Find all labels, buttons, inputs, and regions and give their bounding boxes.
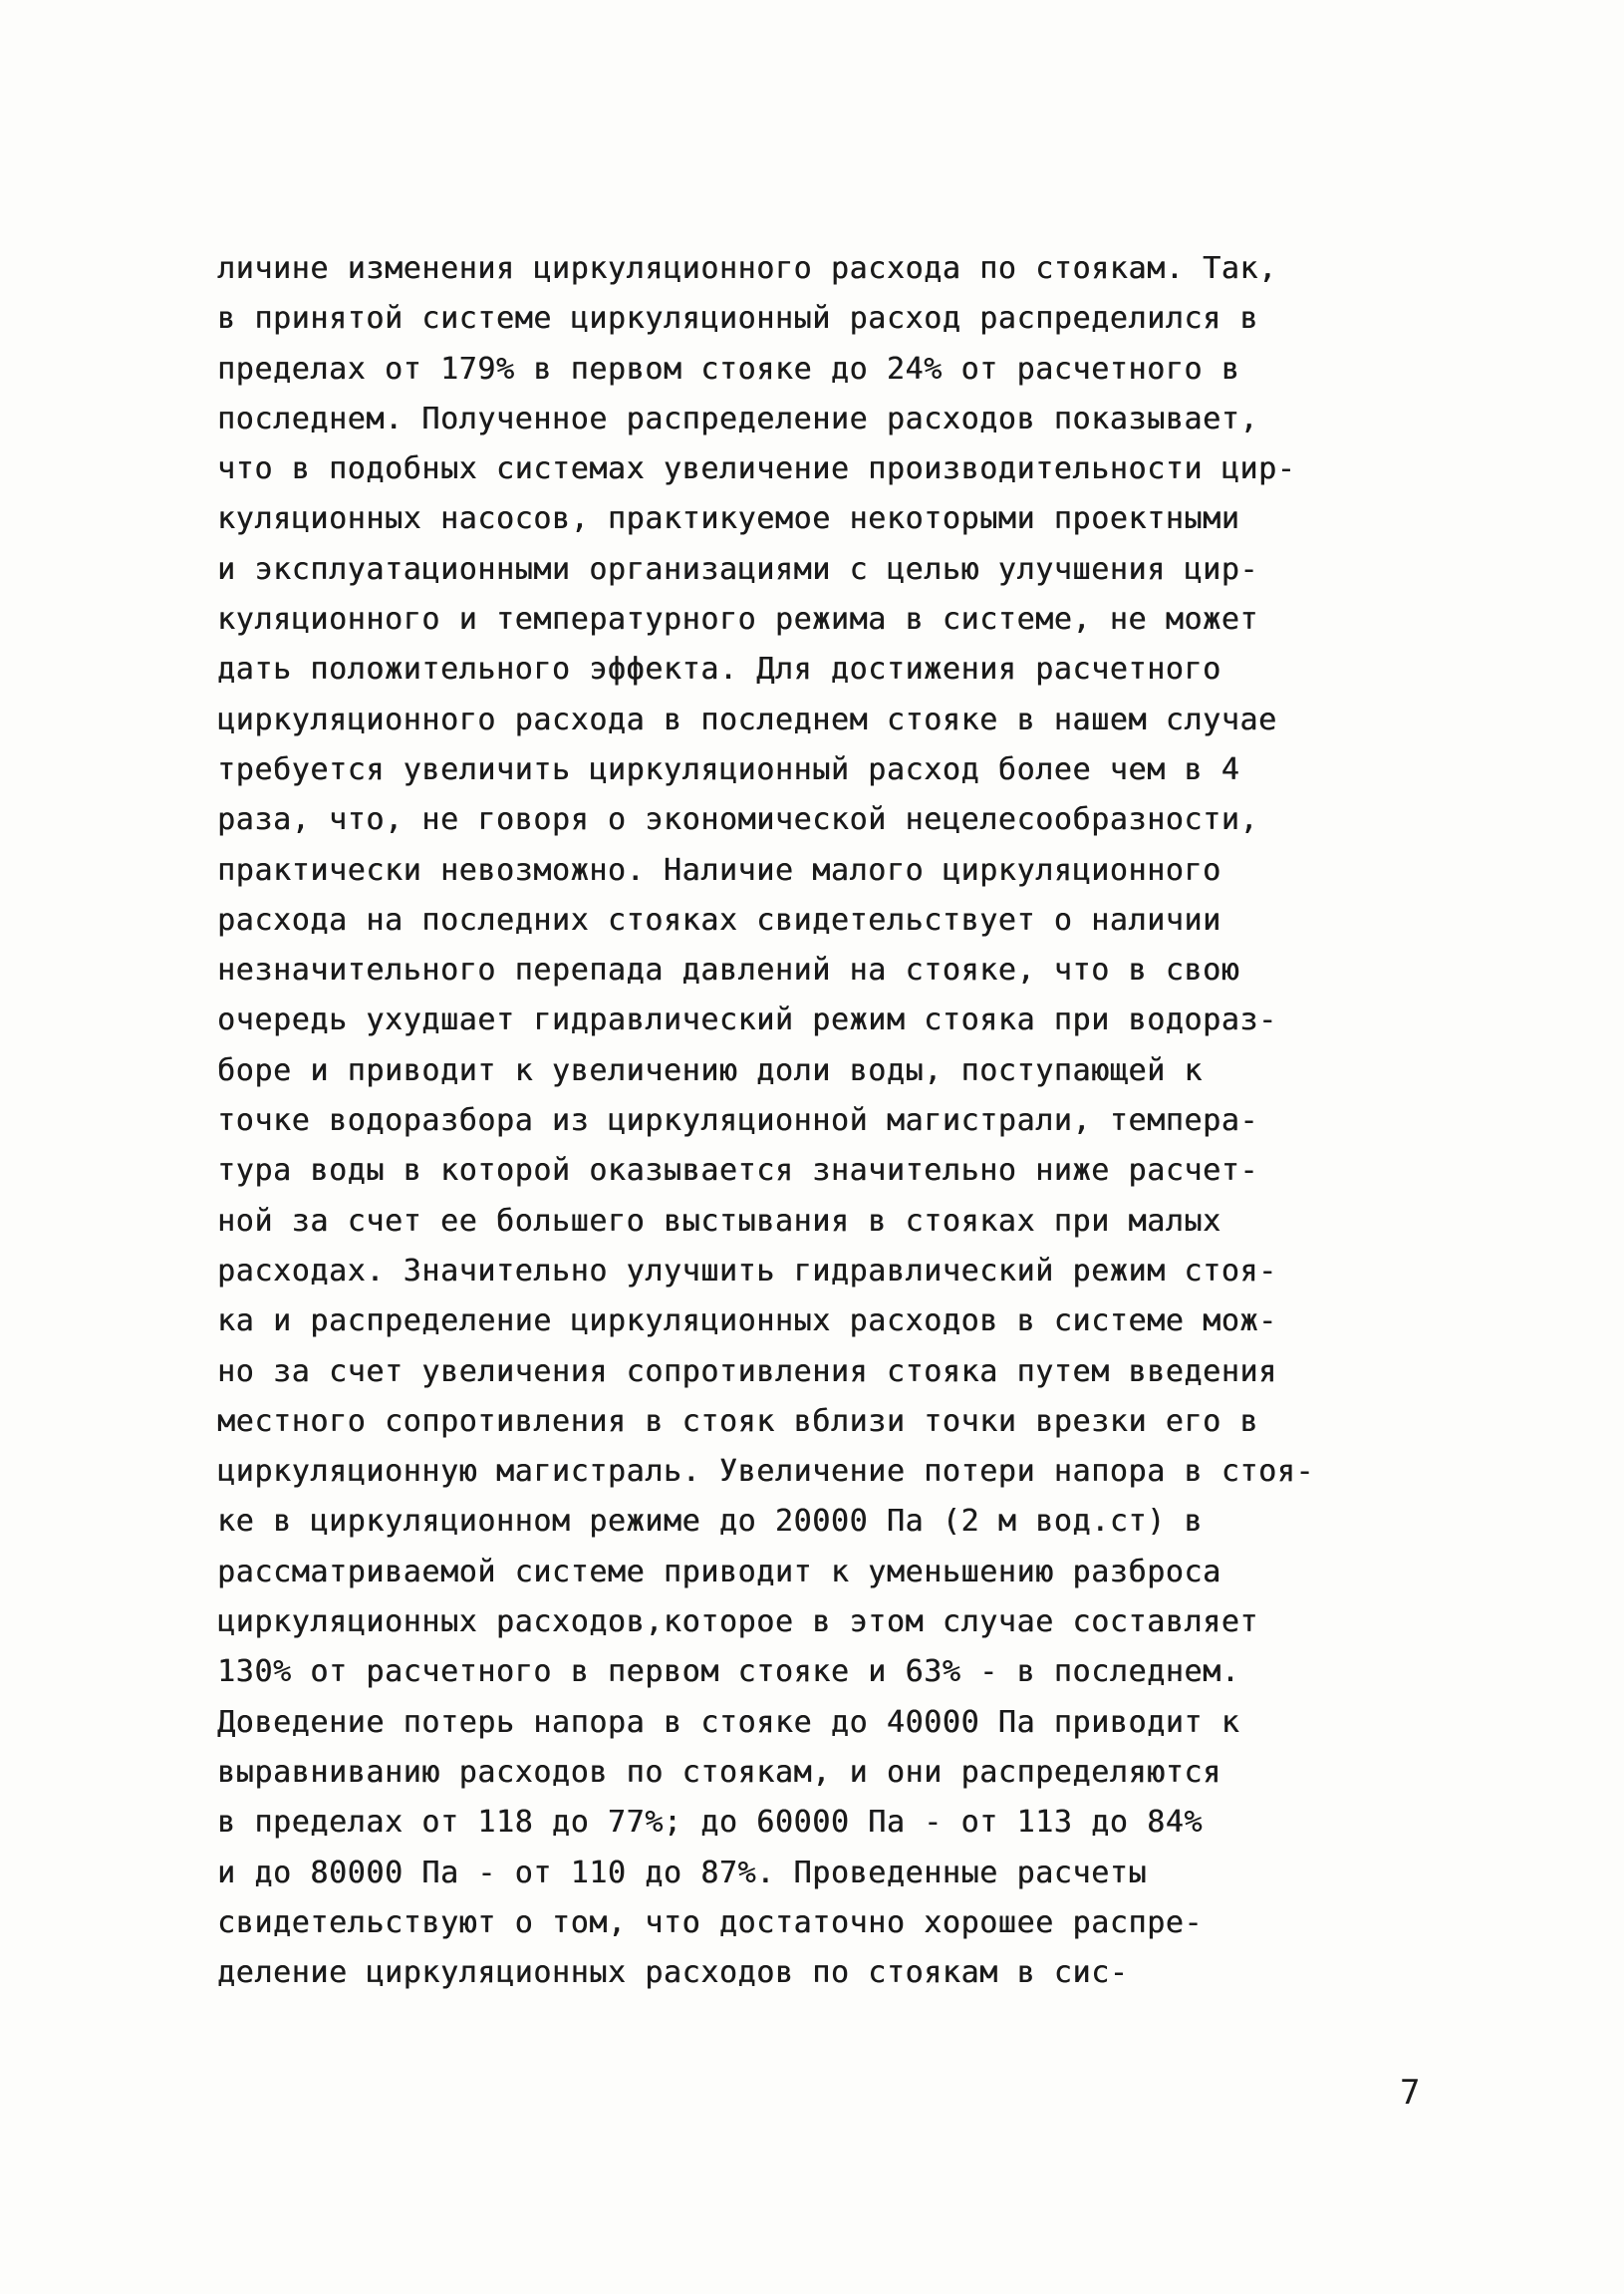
text-line: 130% от расчетного в первом стояке и 63% - в последнем.: [217, 1654, 1240, 1690]
text-line: практически невозможно. Наличие малого циркуляционного: [217, 852, 1221, 888]
text-line: в принятой системе циркуляционный расход распределился в: [217, 301, 1259, 337]
text-line: последнем. Полученное распределение расходов показывает,: [217, 401, 1259, 436]
text-line: циркуляционных расходов,которое в этом случае составляет: [217, 1604, 1259, 1640]
text-line: циркуляционного расхода в последнем стояке в нашем случае: [217, 702, 1277, 737]
text-line: куляционного и температурного режима в системе, не может: [217, 602, 1259, 638]
text-line: что в подобных системах увеличение производительности цир-: [217, 451, 1296, 487]
text-line: расхода на последних стояках свидетельствует о наличии: [217, 902, 1221, 938]
text-line: ке в циркуляционном режиме до 20000 Па (2 м вод.ст) в: [217, 1504, 1204, 1540]
text-line: боре и приводит к увеличению доли воды, поступающей к: [217, 1052, 1204, 1088]
text-line: пределах от 179% в первом стояке до 24% от расчетного в: [217, 351, 1240, 387]
text-line: очередь ухудшает гидравлический режим стояка при водораз-: [217, 1003, 1277, 1038]
page-number: 7: [1400, 2073, 1421, 2113]
text-line: деление циркуляционных расходов по стоякам в сис-: [217, 1955, 1129, 1991]
text-line: местного сопротивления в стояк вблизи точки врезки его в: [217, 1403, 1259, 1439]
body-text: [217, 244, 1453, 1998]
text-line: личине изменения циркуляционного расхода по стоякам. Так,: [217, 251, 1277, 286]
text-line: точке водоразбора из циркуляционной магистрали, темпера-: [217, 1103, 1259, 1139]
text-line: Доведение потерь напора в стояке до 40000 Па приводит к: [217, 1704, 1240, 1740]
text-line: и эксплуатационными организациями с целью улучшения цир-: [217, 551, 1259, 587]
text-line: требуется увеличить циркуляционный расход более чем в 4: [217, 751, 1240, 787]
text-line: раза, что, не говоря о экономической нецелесообразности,: [217, 802, 1259, 838]
text-line: тура воды в которой оказывается значительно ниже расчет-: [217, 1153, 1259, 1189]
text-line: дать положительного эффекта. Для достижения расчетного: [217, 652, 1221, 688]
text-line: свидетельствуют о том, что достаточно хорошее распре-: [217, 1904, 1204, 1940]
text-line: куляционных насосов, практикуемое некоторыми проектными: [217, 501, 1240, 537]
text-line: рассматриваемой системе приводит к уменьшению разброса: [217, 1554, 1221, 1589]
text-line: расходах. Значительно улучшить гидравлический режим стоя-: [217, 1253, 1277, 1289]
text-line: но за счет увеличения сопротивления стояка путем введения: [217, 1353, 1277, 1389]
text-line: в пределах от 118 до 77%; до 60000 Па - от 113 до 84%: [217, 1805, 1204, 1841]
text-line: и до 80000 Па - от 110 до 87%. Проведенные расчеты: [217, 1855, 1148, 1890]
text-line: ка и распределение циркуляционных расходов в системе мож-: [217, 1303, 1277, 1339]
text-line: незначительного перепада давлений на стояке, что в свою: [217, 953, 1240, 989]
text-line: ной за счет ее большего выстывания в стояках при малых: [217, 1203, 1221, 1239]
text-line: циркуляционную магистраль. Увеличение потери напора в стоя-: [217, 1454, 1315, 1490]
text-line: выравниванию расходов по стоякам, и они распределяются: [217, 1754, 1221, 1790]
